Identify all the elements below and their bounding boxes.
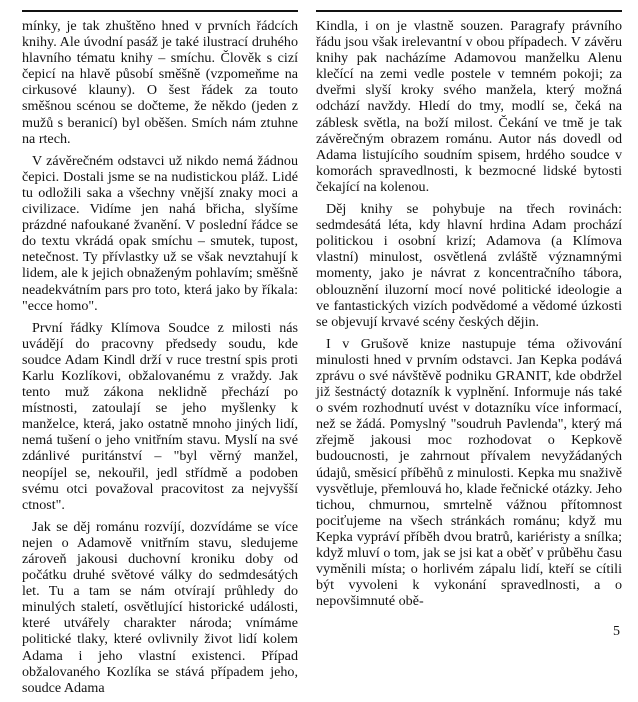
paragraph: První řádky Klímova Soudce z milosti nás uvádějí do pracovny předsedy soudu, kde soudce Adam Kindl drží v ruce trestní spis proti Karlu Kozlíkovi, obžalovanému z vraždy. Jak tento muž zákona neklidně přechází po místnosti, zatoulají se jeho myšlenky k manželce, která, jako ostatně mnoho jiných lidí, nemá tušení o jeho vnitřním stavu. Myslí na své zdánlivé puritánství – "byl věrný manžel, neopíjel se, nekouřil, jedl střídmě a podoben svému otci považoval pracovitost za nejvyšší ctnost".	[22, 319, 298, 513]
paragraph: Kindla, i on je vlastně souzen. Paragrafy právního řádu jsou však irelevantní v obou případech. V závěru knihy pak nacházíme Adamovou manželku Alenu klečící na zemi vedle postele v temném pokoji; za dveřmi slyší kroky svého manžela, který možná odchází navždy. Hledí do tmy, modlí se, čeká na záblesk světla, na boží milost. Čekání ve tmě je tak závěrečným obrazem románu. Autor nás dovedl od Adama listujícího soudním spisem, hrdého soudce v komorách spravedlnosti, k bezmocné lidské bytosti čekající na kolenou.	[316, 18, 622, 195]
top-rule-right	[316, 10, 622, 12]
paragraph: V závěrečném odstavci už nikdo nemá žádnou čepici. Dostali jsme se na nudistickou pláž. Lidé tu odložili saka a všechny vnější znaky moci a civilizace. Vidíme jen nahá břicha, slyšíme prázdné nafoukané žvanění. V poslední řádce se do textu vkrádá opak smíchu – smutek, tupost, netečnost. Ty přívlastky už se však nevztahují k lidem, ale k jejich obnaženým pohlavím; směšně neadekvátním pars pro toto, která jako by říkala: "ecce homo".	[22, 152, 298, 314]
paragraph: Jak se děj románu rozvíjí, dozvídáme se více nejen o Adamově vnitřním stavu, sledujeme zároveň jakousi duchovní kroniku doby od počátku druhé světové války do sedmdesátých let. Tu a tam se nám otvírají průhledy do minulých staletí, osvětlující historické události, které utvářely charakter národa; vnímáme politické tlaky, které ovlivnily život lidí kolem Adama i jeho vlastní existenci. Případ obžalovaného Kozlíka se stává případem jeho, soudce Adama	[22, 518, 298, 696]
top-rule-left	[22, 10, 298, 12]
paragraph: I v Grušově knize nastupuje téma oživování minulosti hned v prvním odstavci. Jan Kepka podává zprávu o své návštěvě podniku GRANIT, kde obdržel již šestnáctý dotazník k vyplnění. Informuje nás také o svém rozhodnutí uvést v dotazníku více informací, než se žádá. Pomyslný "soudruh Pavlenda", který má zřejmě jakousi moc rozhodovat o Kepkově budoucnosti, je zahrnout přívalem nevyžádaných údajů, směsicí příběhů z minulosti. Kepka mu snaživě vysvětluje, přemlouvá ho, klade řečnické otázky. Jeho tichou, chmurnou, smrtelně vážnou přítomnost pociťujeme na všech stránkách románu; když mu Kepka vypráví příběh dvou bratrů, kariéristy a snílka; když mluví o tom, jak se jsi kat a oběť v průběhu času vyměnili místa; o horlivém zápalu lidí, kteří se cítili být vyvoleni k vykonání spravedlnosti, a o nepovšimnuté obě-	[316, 335, 622, 610]
left-column	[22, 18, 298, 702]
right-column	[316, 18, 622, 615]
page-number: 5	[613, 624, 620, 639]
paragraph: mínky, je tak zhuštěno hned v prvních řádcích knihy. Ale úvodní pasáž je také ilustrací druhého hlavního tématu knihy – smíchu. Člověk s cizí čepicí na hlavě působí směšně (vzpomeňme na cirkusové klauny). O šest řádek za touto směšnou scénou se dočteme, že někdo (jeden z mužů s beranicí) byl oběšen. Smích nám ztuhne na rtech.	[22, 18, 298, 147]
paragraph: Děj knihy se pohybuje na třech rovinách: sedmdesátá léta, kdy hlavní hrdina Adam prochází politickou i osobní krizí; Adamova (a Klímova vlastní) minulost, osvětlená zvláště významnými momenty, jako je návrat z koncentračního tábora, oblouznění iluzorní mocí nové politické ideologie a ve fantastických vizích podvědomé a vědomé úzkosti se objevují krvavé scény českých dějin.	[316, 201, 622, 330]
